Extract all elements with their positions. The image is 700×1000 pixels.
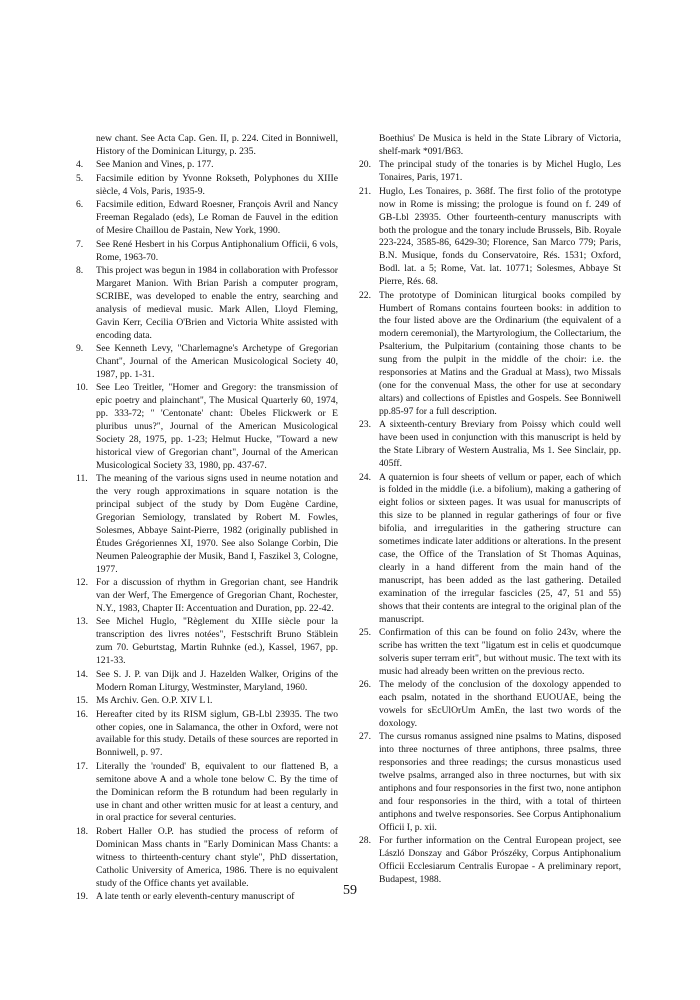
footnote-number: 19.	[76, 891, 88, 903]
footnote-continuation: Boethius' De Musica is held in the State Library of Victoria, shelf-mark *091/B63.	[379, 133, 621, 157]
footnote-number: 20.	[359, 159, 371, 171]
page-number: 59	[343, 883, 357, 898]
footnote-text: See Kenneth Levy, "Charlemagne's Archetype of Gregorian Chant", Journal of the American Musicological Society 40, 1987, pp. 1-31.	[96, 343, 338, 380]
footnote-number: 15.	[76, 695, 88, 707]
footnote-text: For further information on the Central European project, see László Donszay and Gábor Prószéky, Corpus Antiphonalium Officii Ecclesiarum Centralis Europae - A preliminary report, Budapest, 1988.	[379, 835, 621, 885]
footnote-number: 12.	[76, 577, 88, 589]
footnote	[76, 343, 338, 382]
footnote-text: Huglo, Les Tonaires, p. 368f. The first folio of the prototype now in Rome is missing; the prologue is found on f. 249 of GB-Lbl 23935. Other fourteenth-century manuscripts with both the prologue and the tonary include Brussels, Bib. Royale 223-224, 3585-86, 6429-30; Florence, San Marco 779; Paris, B.N. Musique, fonds du Conservatoire, Rés. 1531; Oxford, Bodl. lat. a 5; Rome, Vat. lat. 10771; Solesmes, Abbaye St Pierre, Rés. 68.	[379, 185, 621, 288]
footnote	[76, 473, 338, 576]
footnote-number: 6.	[76, 199, 84, 211]
footnote-text: Confirmation of this can be found on folio 243v, where the scribe has written the text "ligatum est in celis et quodcumque solveris super terram erit", but without music. The text with its music had already been written on the previous recto.	[379, 627, 621, 677]
footnote-text: A sixteenth-century Breviary from Poissy which could well have been used in conjunction with this manuscript is held by the State Library of Western Australia, Ms 1. See Sinclair, pp. 405ff.	[379, 419, 621, 470]
footnote	[76, 826, 338, 891]
footnote-number: 8.	[76, 265, 84, 277]
footnote-text: Literally the 'rounded' B, equivalent to our flattened B, a semitone above A and a whole tone below C. By the time of the Dominican reform the B rotundum had been regularly in use in chant and other written music for at least a century, and in oral practice for several centuries.	[96, 760, 338, 824]
footnote-text: See René Hesbert in his Corpus Antiphonalium Officii, 6 vols, Rome, 1963-70.	[96, 238, 338, 263]
footnote-number: 27.	[359, 731, 371, 743]
footnote	[359, 835, 621, 887]
footnote-list	[359, 159, 621, 887]
footnote	[359, 627, 621, 679]
footnote-number: 9.	[76, 343, 84, 355]
footnote	[359, 186, 621, 289]
footnote-number: 11.	[76, 473, 88, 485]
footnote	[359, 679, 621, 731]
footnote-number: 17.	[76, 760, 88, 772]
footnote-number: 13.	[76, 616, 88, 628]
footnote	[359, 731, 621, 834]
footnote-text: See Michel Huglo, "Règlement du XIIIe siècle pour la transcription des livres notées", Festschrift Bruno Stäblein zum 70. Geburtstag, Martin Ruhnke (ed.), Kassel, 1967, pp. 121-33.	[96, 616, 338, 667]
footnote-number: 26.	[359, 679, 371, 691]
footnote	[76, 173, 338, 199]
footnote-number: 24.	[359, 471, 371, 483]
footnote-text: The cursus romanus assigned nine psalms to Matins, disposed into three nocturnes of three antiphons, three psalms, three responsories and three readings; the cursus monasticus used twelve psalms, arranged also in three nocturnes, but with six antiphons and four responsories in the first two, none antiphon and four responsories in the third, with a total of thirteen antiphons and twelve responsories. See Corpus Antiphonalium Officii I, p. xii.	[379, 731, 621, 833]
footnote	[76, 695, 338, 708]
footnote-number: 5.	[76, 172, 84, 184]
footnote-list	[76, 159, 338, 904]
footnote	[76, 159, 338, 172]
footnote	[359, 472, 621, 627]
footnote	[76, 199, 338, 238]
footnote	[76, 669, 338, 695]
footnote-number: 23.	[359, 419, 371, 431]
footnote	[76, 265, 338, 342]
footnote	[76, 577, 338, 616]
footnote-text: The principal study of the tonaries is by Michel Huglo, Les Tonaires, Paris, 1971.	[379, 159, 621, 184]
footnote-number: 21.	[359, 185, 371, 197]
footnote-number: 18.	[76, 825, 88, 837]
footnote	[359, 419, 621, 471]
footnote	[359, 290, 621, 419]
footnote-number: 16.	[76, 708, 88, 720]
footnote-number: 14.	[76, 668, 88, 680]
footnote-number: 25.	[359, 627, 371, 638]
footnote-text: Facsimile edition by Yvonne Rokseth, Polyphones du XIIIe siècle, 4 Vols, Paris, 1935-9.	[96, 172, 338, 197]
footnote-text: This project was begun in 1984 in collaboration with Professor Margaret Manion. With Brian Parish a computer program, SCRIBE, was developed to enable the entry, searching and analysis of medieval music. Mark Allen, Lloyd Fleming, Gavin Kerr, Cecilia O'Brien and Victoria White assisted with encoding data.	[96, 265, 338, 341]
footnote	[76, 239, 338, 265]
footnote-text: Hereafter cited by its RISM siglum, GB-Lbl 23935. The two other copies, one in Salamanca, the other in Oxford, were not available for this study. Details of these sources are reported in Bonniwell, p. 97.	[96, 708, 338, 759]
footnote-number: 4.	[76, 159, 84, 171]
footnote-text: A quaternion is four sheets of vellum or paper, each of which is folded in the middle (i.e. a bifolium), making a gathering of eight folios or sixteen pages. It was usual for manuscripts of this size to be planned in regular gatherings of four or five bifolia, and irregularities in the gathering structure can sometimes indicate later additions or alterations. In the present case, the Office of the Translation of St Thomas Aquinas, clearly in a hand different from the main hand of the manuscript, has been added as the last gathering. Detailed examination of the irregular fascicles (25, 47, 51 and 55) shows that their contents are integral to the original plan of the manuscript.	[379, 471, 621, 625]
footnote-text: The meaning of the various signs used in neume notation and the very rough approximations in square notation is the principal subject of the study by Dom Eugène Cardine, Gregorian Semiology, translated by Robert M. Fowles, Solesmes, Abbaye Saint-Pierre, 1982 (originally published in Études Grégoriennes XI, 1970. See also Solange Corbin, Die Neumen Paleographie der Musik, Band I, Faszikel 3, Cologne, 1977.	[96, 473, 338, 575]
footnote-text: See Leo Treitler, "Homer and Gregory: the transmission of epic poetry and plainchant", The Musical Quarterly 60, 1974, pp. 333-72; " 'Centonate' chant: Übeles Flickwerk or E pluribus unus?", Journal of the American Musicological Society 28, 1975, pp. 1-23; Helmut Hucke, "Toward a new historical view of Gregorian chant", Journal of the American Musicological Society 33, 1980, pp. 437-67.	[96, 382, 338, 471]
footnote-text: Ms Archiv. Gen. O.P. XIV L l.	[96, 695, 213, 707]
footnote-text: See S. J. P. van Dijk and J. Hazelden Walker, Origins of the Modern Roman Liturgy, Westminster, Maryland, 1960.	[96, 668, 338, 693]
footnote	[76, 761, 338, 826]
footnote	[76, 382, 338, 472]
footnote-continuation: new chant. See Acta Cap. Gen. II, p. 224. Cited in Bonniwell, History of the Dominican Liturgy, p. 235.	[96, 133, 338, 157]
footnote-text: Robert Haller O.P. has studied the process of reform of Dominican Mass chants in "Early Dominican Mass Chants: a witness to thirteenth-century chant style", PhD dissertation, Catholic University of America, 1986. There is no equivalent study of the Office chants yet available.	[96, 825, 338, 889]
footnote	[76, 709, 338, 761]
left-column	[76, 133, 338, 905]
footnote-number: 28.	[359, 835, 371, 847]
footnote-text: For a discussion of rhythm in Gregorian chant, see Handrik van der Werf, The Emergence of Gregorian Chant, Rochester, N.Y., 1983, Chapter II: Accentuation and Duration, pp. 22-42.	[96, 577, 338, 614]
footnote-number: 7.	[76, 238, 84, 250]
footnote-text: Facsimile edition, Edward Roesner, François Avril and Nancy Freeman Regalado (eds), Le Roman de Fauvel in the edition of Mesire Chaillou de Pastain, New York, 1990.	[96, 199, 338, 237]
footnote-text: A late tenth or early eleventh-century manuscript of	[96, 891, 295, 903]
footnote	[76, 616, 338, 668]
footnote	[359, 159, 621, 185]
footnote-number: 10.	[76, 382, 88, 394]
right-column	[359, 133, 621, 888]
footnote-text: The prototype of Dominican liturgical books compiled by Humbert of Romans contains fourteen books: in addition to the four listed above are the Ordinarium (the equivalent of a modern ceremonial), the Martyrologium, the Collectarium, the Psalterium, the Pulpitarium (containing those chants to be sung from the pulpit in the middle of the choir: i.e. the responsories at Matins and the Gradual at Mass), two Missals (one for the convenual Mass, the other for use at secondary altars) and collections of Epistles and Gospels. See Bonniwell pp.85-97 for a full description.	[379, 289, 621, 417]
footnote-text: The melody of the conclusion of the doxology appended to each psalm, notated in the shorthand EUOUAE, being the vowels for sEcUlOrUm AmEn, the last two words of the doxology.	[379, 679, 621, 729]
footnote-number: 22.	[359, 289, 371, 301]
footnote-text: See Manion and Vines, p. 177.	[96, 159, 214, 171]
